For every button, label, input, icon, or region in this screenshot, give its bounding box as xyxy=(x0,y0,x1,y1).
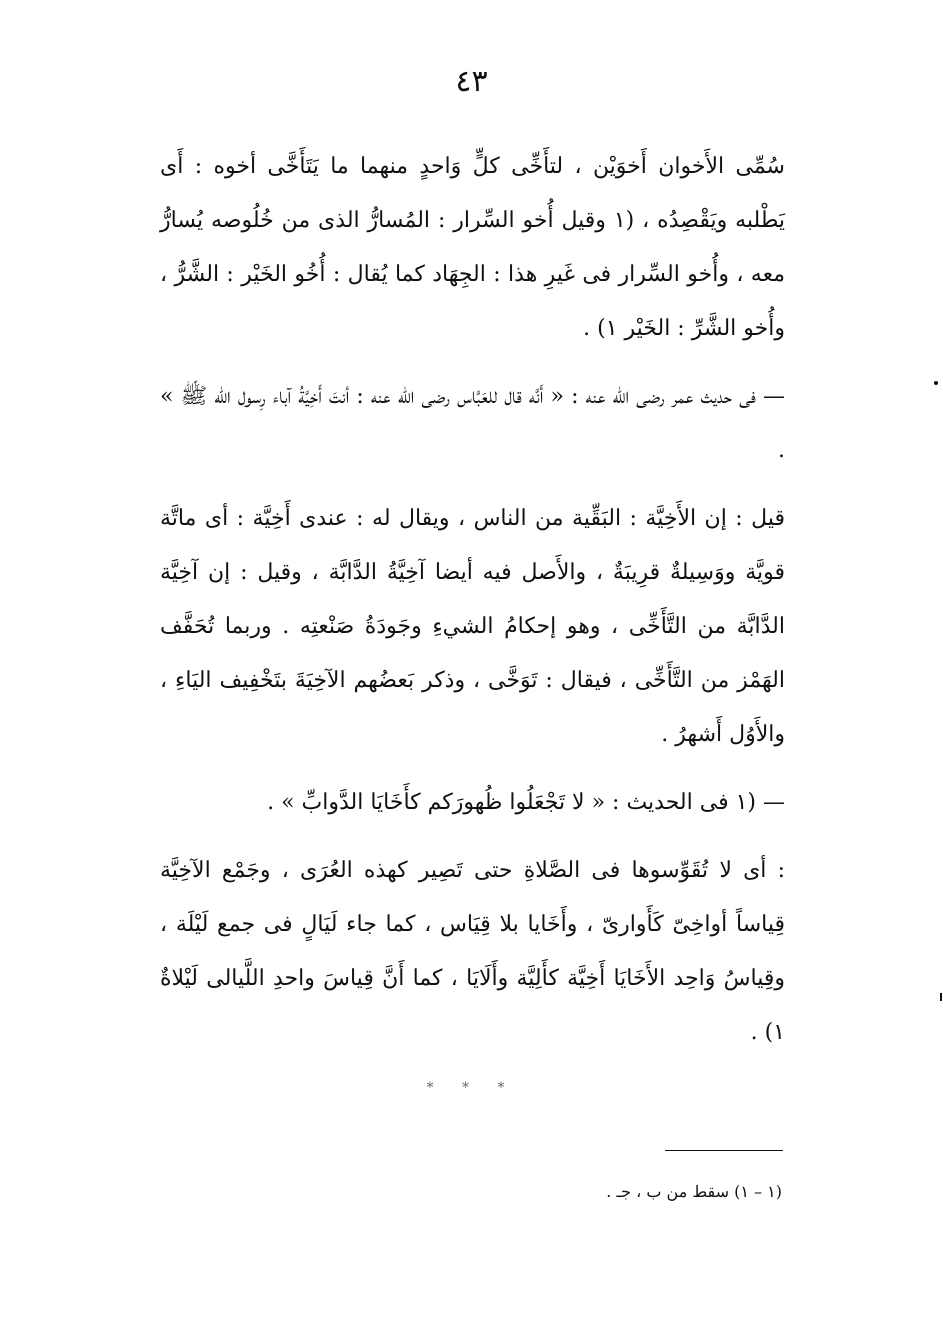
margin-mark xyxy=(934,381,938,385)
page-number: ٤٣ xyxy=(455,64,488,99)
footnote: (١ – ١) سقط من ب ، جـ . xyxy=(606,1182,782,1201)
paragraph: — فى حديث عمر رضى الله عنه : « أَنَّه قال للعَبَّاس رضى الله عنه : أنتَ أَخِيَّةُ آباء رِسول الله ﷺ » . xyxy=(160,384,785,463)
section-separator: * * * xyxy=(426,1080,517,1096)
margin-mark xyxy=(940,993,942,1001)
paragraph: : أى لا تُقَوِّسوها فى الصَّلاةِ حتى تَصِير كهذه العُرَى ، وجَمْع الآخِيَّة قِياساً أواخِىّ كَأَوارىّ ، وأَخَايا بلا قِيَاس ، كما جاء لَيَالٍ فى جمع لَيْلَة ، وقِياسُ وَاحِد الأَخَايَا أَخِيَّة كأَلِيَّة وأَلَايَا ، كما أَنَّ قِياسَ واحدِ اللَّيالى لَيْلاةٌ ١) . xyxy=(160,858,785,1045)
paragraph: سُمِّى الأَخوان أَخوَيْن ، لتأَخِّى كلٍّ وَاحدٍ منهما ما يَتَأَخَّى أخوه : أَى يَطْلبه ويَقْصِدُه ، (١ وقيل أُخو السِّرار : المُسارُّ الذى من خُلُوصه يُسارُّ معه ، وأُخو السِّرار فى غَيرِ هذا : الجِهَاد كما يُقال : أُخُو الخَيْر : الشَّرُّ ، وأُخو الشَّرِّ : الخَيْر ١) . xyxy=(160,154,785,341)
paragraph: — (١ فى الحديث : « لا تَجْعَلُوا ظُهورَكم كأَخَايَا الدَّوابِّ » . xyxy=(267,790,785,815)
main-text xyxy=(160,140,785,1074)
footnote-divider xyxy=(665,1150,783,1151)
paragraph: قيل : إن الأَخِيَّة : البَقِّية من الناس ، ويقال له : عندى أَخِيَّة : أى ماتَّة قويَّة ووَسِيلةٌ قرِيبَةٌ ، والأَصل فيه أيضا آخِيَّةُ الدَّابَّة ، وقيل : إن آخِيَّة الدَّابَّة من التَّأَخِّى ، وهو إحكامُ الشيءِ وجَودَةُ صَنْعتِه . وربما تُحَفَّف الهَمْز من التَّأَخِّى ، فيقال : تَوَخَّى ، وذكر بَعضُهم الآخِيَةَ بتَخْفِيف اليَاءِ ، والأَوُل أَشهرُ . xyxy=(160,506,785,747)
